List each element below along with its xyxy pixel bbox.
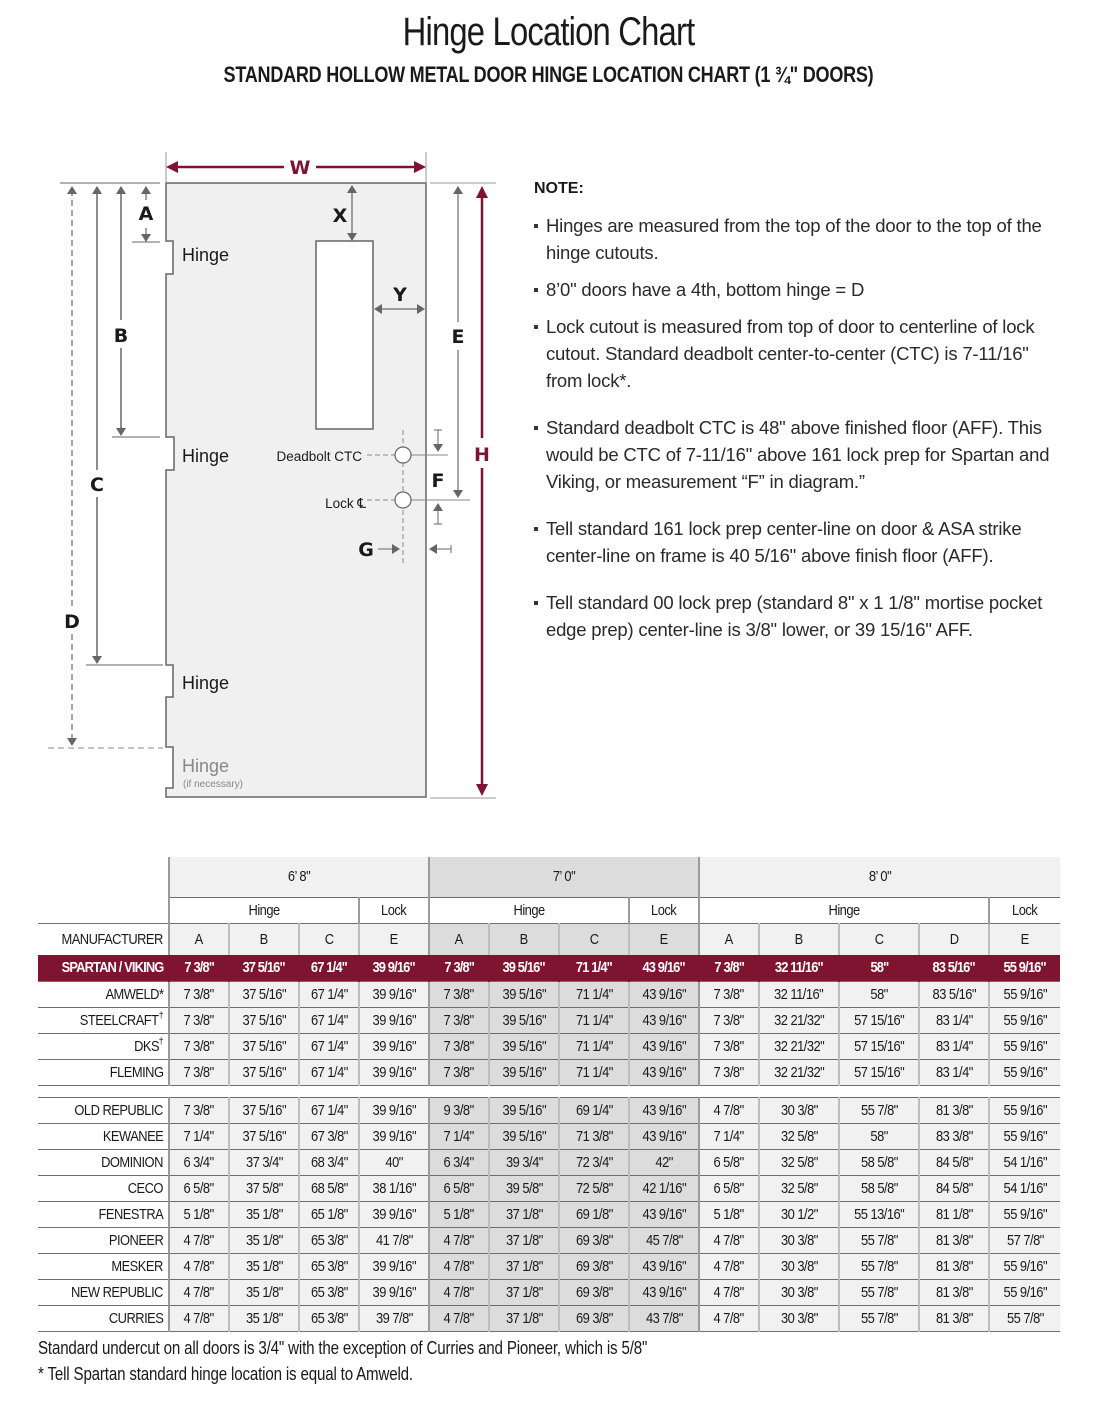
value-cell: 4 7/8" xyxy=(169,1305,229,1331)
col-header: C xyxy=(299,923,359,955)
value-cell: 7 3/8" xyxy=(699,955,759,981)
value-cell: 43 9/16" xyxy=(629,981,699,1007)
value-cell: 55 9/16" xyxy=(989,1123,1060,1149)
value-cell: 58 5/8" xyxy=(839,1149,919,1175)
dim-label-c: C xyxy=(90,474,104,496)
value-cell: 39 5/16" xyxy=(489,1059,559,1085)
value-cell: 43 9/16" xyxy=(629,1097,699,1123)
lock-circle xyxy=(395,492,411,508)
table-body-secondary xyxy=(38,1097,1060,1331)
value-cell: 7 3/8" xyxy=(429,1007,489,1033)
value-cell: 71 3/8" xyxy=(559,1123,629,1149)
value-cell: 43 9/16" xyxy=(629,955,699,981)
value-cell: 84 5/8" xyxy=(919,1175,989,1201)
value-cell: 67 1/4" xyxy=(299,1007,359,1033)
col-header: C xyxy=(839,923,919,955)
value-cell: 81 3/8" xyxy=(919,1305,989,1331)
value-cell: 43 9/16" xyxy=(629,1253,699,1279)
value-cell: 67 1/4" xyxy=(299,1033,359,1059)
table-row xyxy=(38,1279,1060,1305)
col-header: B xyxy=(759,923,839,955)
value-cell: 35 1/8" xyxy=(229,1253,299,1279)
value-cell: 69 1/4" xyxy=(559,1097,629,1123)
value-cell: 7 3/8" xyxy=(429,955,489,981)
value-cell: 7 3/8" xyxy=(429,1059,489,1085)
value-cell: 45 7/8" xyxy=(629,1227,699,1253)
value-cell: 71 1/4" xyxy=(559,1059,629,1085)
dim-label-b: B xyxy=(113,325,129,347)
value-cell: 32 21/32" xyxy=(759,1059,839,1085)
value-cell: 37 1/8" xyxy=(489,1227,559,1253)
value-cell: 7 3/8" xyxy=(429,981,489,1007)
value-cell: 32 5/8" xyxy=(759,1123,839,1149)
value-cell: 69 3/8" xyxy=(559,1279,629,1305)
value-cell: 43 7/8" xyxy=(629,1305,699,1331)
value-cell: 39 9/16" xyxy=(359,1279,429,1305)
door-outline xyxy=(166,183,426,797)
value-cell: 69 3/8" xyxy=(559,1305,629,1331)
value-cell: 55 7/8" xyxy=(839,1253,919,1279)
lock-header: Lock xyxy=(629,897,699,923)
value-cell: 67 1/4" xyxy=(299,955,359,981)
value-cell: 39 9/16" xyxy=(359,1201,429,1227)
value-cell: 69 1/8" xyxy=(559,1201,629,1227)
value-cell: 83 1/4" xyxy=(919,1059,989,1085)
table-row xyxy=(38,1305,1060,1331)
value-cell: 71 1/4" xyxy=(559,955,629,981)
value-cell: 30 3/8" xyxy=(759,1253,839,1279)
value-cell: 72 3/4" xyxy=(559,1149,629,1175)
value-cell: 30 3/8" xyxy=(759,1305,839,1331)
value-cell: 7 1/4" xyxy=(699,1123,759,1149)
value-cell: 39 5/16" xyxy=(489,955,559,981)
value-cell: 55 9/16" xyxy=(989,1097,1060,1123)
value-cell: 65 3/8" xyxy=(299,1253,359,1279)
value-cell: 83 1/4" xyxy=(919,1033,989,1059)
value-cell: 39 5/16" xyxy=(489,981,559,1007)
table-separator xyxy=(38,1085,1060,1097)
value-cell: 7 1/4" xyxy=(429,1123,489,1149)
col-header: B xyxy=(489,923,559,955)
value-cell: 55 9/16" xyxy=(989,1007,1060,1033)
value-cell: 6 5/8" xyxy=(699,1175,759,1201)
value-cell: 55 7/8" xyxy=(839,1227,919,1253)
value-cell: 55 13/16" xyxy=(839,1201,919,1227)
value-cell: 32 11/16" xyxy=(759,955,839,981)
value-cell: 7 3/8" xyxy=(169,1059,229,1085)
value-cell: 35 1/8" xyxy=(229,1227,299,1253)
value-cell: 4 7/8" xyxy=(169,1227,229,1253)
hinge-location-table xyxy=(38,857,1060,1332)
value-cell: 57 15/16" xyxy=(839,1007,919,1033)
col-header: A xyxy=(699,923,759,955)
value-cell: 55 9/16" xyxy=(989,1201,1060,1227)
value-cell: 39 9/16" xyxy=(359,1007,429,1033)
hinge-header: Hinge xyxy=(699,897,989,923)
value-cell: 67 3/8" xyxy=(299,1123,359,1149)
value-cell: 7 3/8" xyxy=(169,981,229,1007)
value-cell: 7 3/8" xyxy=(699,1007,759,1033)
value-cell: 55 9/16" xyxy=(989,1033,1060,1059)
table-row xyxy=(38,1175,1060,1201)
table-row xyxy=(38,1149,1060,1175)
value-cell: 37 1/8" xyxy=(489,1279,559,1305)
value-cell: 4 7/8" xyxy=(699,1305,759,1331)
value-cell: 81 3/8" xyxy=(919,1279,989,1305)
dim-label-g: G xyxy=(358,539,374,561)
table-row-highlighted xyxy=(38,955,1060,981)
value-cell: 39 5/16" xyxy=(489,1097,559,1123)
size-group-7-0: 7’ 0" xyxy=(429,857,699,897)
value-cell: 37 5/16" xyxy=(229,981,299,1007)
manufacturer-cell: MESKER xyxy=(38,1253,169,1279)
value-cell: 7 3/8" xyxy=(169,955,229,981)
value-cell: 4 7/8" xyxy=(429,1227,489,1253)
vision-lite-cutout xyxy=(316,241,373,429)
value-cell: 4 7/8" xyxy=(169,1279,229,1305)
value-cell: 4 7/8" xyxy=(699,1227,759,1253)
value-cell: 81 3/8" xyxy=(919,1097,989,1123)
value-cell: 32 21/32" xyxy=(759,1033,839,1059)
value-cell: 35 1/8" xyxy=(229,1305,299,1331)
value-cell: 39 5/8" xyxy=(489,1175,559,1201)
footnote-undercut: Standard undercut on all doors is 3/4" with the exception of Curries and Pioneer, which is 5/8" xyxy=(38,1338,648,1358)
value-cell: 30 3/8" xyxy=(759,1279,839,1305)
value-cell: 4 7/8" xyxy=(429,1279,489,1305)
value-cell: 81 1/8" xyxy=(919,1201,989,1227)
value-cell: 41 7/8" xyxy=(359,1227,429,1253)
table-row xyxy=(38,1007,1060,1033)
value-cell: 7 3/8" xyxy=(169,1007,229,1033)
dim-label-a: A xyxy=(138,203,154,225)
value-cell: 37 5/16" xyxy=(229,955,299,981)
value-cell: 57 7/8" xyxy=(989,1227,1060,1253)
value-cell: 37 5/16" xyxy=(229,1007,299,1033)
value-cell: 55 9/16" xyxy=(989,1279,1060,1305)
manufacturer-cell: SPARTAN / VIKING xyxy=(38,955,169,981)
lock-header: Lock xyxy=(989,897,1060,923)
value-cell: 39 5/16" xyxy=(489,1007,559,1033)
col-header: B xyxy=(229,923,299,955)
table-row xyxy=(38,1059,1060,1085)
size-group-8-0: 8’ 0" xyxy=(699,857,1060,897)
value-cell: 65 3/8" xyxy=(299,1227,359,1253)
value-cell: 72 5/8" xyxy=(559,1175,629,1201)
col-header: C xyxy=(559,923,629,955)
value-cell: 37 5/16" xyxy=(229,1059,299,1085)
value-cell: 83 1/4" xyxy=(919,1007,989,1033)
value-cell: 43 9/16" xyxy=(629,1123,699,1149)
manufacturer-cell: DOMINION xyxy=(38,1149,169,1175)
manufacturer-cell: PIONEER xyxy=(38,1227,169,1253)
table-row xyxy=(38,1253,1060,1279)
value-cell: 7 3/8" xyxy=(699,1059,759,1085)
value-cell: 58" xyxy=(839,1123,919,1149)
col-header: E xyxy=(629,923,699,955)
hinge-optional-note: (if necessary) xyxy=(183,779,244,790)
value-cell: 32 11/16" xyxy=(759,981,839,1007)
value-cell: 81 3/8" xyxy=(919,1227,989,1253)
hinge-location-table-wrap xyxy=(38,857,1060,1332)
lock-header: Lock xyxy=(359,897,429,923)
table-row xyxy=(38,1033,1060,1059)
column-header-row xyxy=(38,923,1060,955)
value-cell: 65 1/8" xyxy=(299,1201,359,1227)
value-cell: 68 5/8" xyxy=(299,1175,359,1201)
value-cell: 37 1/8" xyxy=(489,1253,559,1279)
value-cell: 65 3/8" xyxy=(299,1279,359,1305)
value-cell: 81 3/8" xyxy=(919,1253,989,1279)
hinge-label-2: Hinge xyxy=(182,446,230,466)
dim-label-e: E xyxy=(451,326,465,348)
col-header: A xyxy=(429,923,489,955)
value-cell: 67 1/4" xyxy=(299,1059,359,1085)
value-cell: 39 9/16" xyxy=(359,1253,429,1279)
value-cell: 58" xyxy=(839,981,919,1007)
note-item: Standard deadbolt CTC is 48" above finished floor (AFF). This would be CTC of 7-11/16" above 161 lock prep for Spartan and Viking, or measurement “F” in diagram.” xyxy=(534,414,1064,495)
value-cell: 4 7/8" xyxy=(429,1305,489,1331)
value-cell: 37 5/8" xyxy=(229,1175,299,1201)
value-cell: 5 1/8" xyxy=(429,1201,489,1227)
value-cell: 67 1/4" xyxy=(299,1097,359,1123)
table-row xyxy=(38,1201,1060,1227)
value-cell: 39 9/16" xyxy=(359,981,429,1007)
value-cell: 4 7/8" xyxy=(699,1097,759,1123)
hinge-header: Hinge xyxy=(169,897,359,923)
value-cell: 43 9/16" xyxy=(629,1033,699,1059)
size-group-header-row xyxy=(38,857,1060,897)
lock-centerline-label: Lock ℄ xyxy=(325,496,366,511)
manufacturer-cell: FLEMING xyxy=(38,1059,169,1085)
value-cell: 4 7/8" xyxy=(429,1253,489,1279)
dim-label-d: D xyxy=(64,611,80,633)
value-cell: 71 1/4" xyxy=(559,1033,629,1059)
note-item: Tell standard 00 lock prep (standard 8" x 1 1/8" mortise pocket edge prep) center-line is 3/8" lower, or 39 15/16" AFF. xyxy=(534,589,1064,643)
col-header: D xyxy=(919,923,989,955)
value-cell: 32 5/8" xyxy=(759,1149,839,1175)
value-cell: 39 9/16" xyxy=(359,1123,429,1149)
value-cell: 58" xyxy=(839,955,919,981)
value-cell: 55 9/16" xyxy=(989,1253,1060,1279)
notes-heading: NOTE: xyxy=(534,180,584,197)
value-cell: 37 1/8" xyxy=(489,1305,559,1331)
value-cell: 42" xyxy=(629,1149,699,1175)
value-cell: 54 1/16" xyxy=(989,1149,1060,1175)
value-cell: 9 3/8" xyxy=(429,1097,489,1123)
value-cell: 37 5/16" xyxy=(229,1097,299,1123)
manufacturer-cell: OLD REPUBLIC xyxy=(38,1097,169,1123)
value-cell: 55 7/8" xyxy=(839,1097,919,1123)
manufacturer-cell: CECO xyxy=(38,1175,169,1201)
note-item: Lock cutout is measured from top of door to centerline of lock cutout. Standard deadbolt center-to-center (CTC) is 7-11/16" from lock*. xyxy=(534,313,1064,394)
dim-label-y: Y xyxy=(393,284,407,306)
value-cell: 4 7/8" xyxy=(699,1279,759,1305)
hinge-label-1: Hinge xyxy=(182,245,230,265)
value-cell: 39 5/16" xyxy=(489,1033,559,1059)
value-cell: 39 7/8" xyxy=(359,1305,429,1331)
col-header: A xyxy=(169,923,229,955)
value-cell: 71 1/4" xyxy=(559,981,629,1007)
table-row xyxy=(38,981,1060,1007)
value-cell: 38 1/16" xyxy=(359,1175,429,1201)
value-cell: 7 1/4" xyxy=(169,1123,229,1149)
value-cell: 7 3/8" xyxy=(699,1033,759,1059)
dim-label-w: W xyxy=(289,157,311,179)
col-header: E xyxy=(359,923,429,955)
value-cell: 37 5/16" xyxy=(229,1123,299,1149)
value-cell: 32 21/32" xyxy=(759,1007,839,1033)
dim-label-f: F xyxy=(431,470,445,492)
manufacturer-cell: NEW REPUBLIC xyxy=(38,1279,169,1305)
value-cell: 30 3/8" xyxy=(759,1227,839,1253)
value-cell: 37 5/16" xyxy=(229,1033,299,1059)
footnote-mark: † xyxy=(158,1009,163,1020)
value-cell: 6 5/8" xyxy=(169,1175,229,1201)
value-cell: 55 7/8" xyxy=(839,1279,919,1305)
door-diagram xyxy=(0,140,520,820)
table-row xyxy=(38,1097,1060,1123)
value-cell: 43 9/16" xyxy=(629,1279,699,1305)
footnote-mark: † xyxy=(158,1035,163,1046)
dim-label-x: X xyxy=(332,205,348,227)
note-item: Hinges are measured from the top of the door to the top of the hinge cutouts. xyxy=(534,212,1064,266)
value-cell: 39 9/16" xyxy=(359,1059,429,1085)
dim-label-h: H xyxy=(474,444,490,466)
value-cell: 5 1/8" xyxy=(169,1201,229,1227)
value-cell: 39 3/4" xyxy=(489,1149,559,1175)
value-cell: 40" xyxy=(359,1149,429,1175)
value-cell: 55 9/16" xyxy=(989,1059,1060,1085)
value-cell: 32 5/8" xyxy=(759,1175,839,1201)
col-header: E xyxy=(989,923,1060,955)
value-cell: 35 1/8" xyxy=(229,1279,299,1305)
value-cell: 54 1/16" xyxy=(989,1175,1060,1201)
hinge-label-3: Hinge xyxy=(182,673,230,693)
value-cell: 57 15/16" xyxy=(839,1059,919,1085)
table-body-primary xyxy=(38,955,1060,1085)
hinge-lock-header-row xyxy=(38,897,1060,923)
manufacturer-header: MANUFACTURER xyxy=(38,923,169,955)
value-cell: 69 3/8" xyxy=(559,1227,629,1253)
page-subtitle: STANDARD HOLLOW METAL DOOR HINGE LOCATION CHART (1 ¾" DOORS) xyxy=(223,62,874,87)
value-cell: 65 3/8" xyxy=(299,1305,359,1331)
note-item: 8’0" doors have a 4th, bottom hinge = D xyxy=(534,276,1064,303)
manufacturer-cell: KEWANEE xyxy=(38,1123,169,1149)
value-cell: 7 3/8" xyxy=(699,981,759,1007)
value-cell: 5 1/8" xyxy=(699,1201,759,1227)
value-cell: 67 1/4" xyxy=(299,981,359,1007)
value-cell: 71 1/4" xyxy=(559,1007,629,1033)
value-cell: 55 7/8" xyxy=(989,1305,1060,1331)
value-cell: 57 15/16" xyxy=(839,1033,919,1059)
deadbolt-circle xyxy=(395,447,411,463)
value-cell: 69 3/8" xyxy=(559,1253,629,1279)
value-cell: 43 9/16" xyxy=(629,1201,699,1227)
value-cell: 6 3/4" xyxy=(169,1149,229,1175)
value-cell: 7 3/8" xyxy=(169,1097,229,1123)
value-cell: 37 1/8" xyxy=(489,1201,559,1227)
value-cell: 30 3/8" xyxy=(759,1097,839,1123)
table-row xyxy=(38,1123,1060,1149)
value-cell: 42 1/16" xyxy=(629,1175,699,1201)
notes-panel xyxy=(534,180,1064,643)
value-cell: 55 9/16" xyxy=(989,955,1060,981)
value-cell: 6 5/8" xyxy=(699,1149,759,1175)
value-cell: 58 5/8" xyxy=(839,1175,919,1201)
page-title: Hinge Location Chart xyxy=(402,10,695,54)
value-cell: 7 3/8" xyxy=(429,1033,489,1059)
value-cell: 35 1/8" xyxy=(229,1201,299,1227)
value-cell: 30 1/2" xyxy=(759,1201,839,1227)
value-cell: 84 5/8" xyxy=(919,1149,989,1175)
manufacturer-cell: FENESTRA xyxy=(38,1201,169,1227)
value-cell: 39 5/16" xyxy=(489,1123,559,1149)
value-cell: 37 3/4" xyxy=(229,1149,299,1175)
manufacturer-cell: CURRIES xyxy=(38,1305,169,1331)
value-cell: 55 9/16" xyxy=(989,981,1060,1007)
value-cell: 6 5/8" xyxy=(429,1175,489,1201)
table-row xyxy=(38,1227,1060,1253)
value-cell: 43 9/16" xyxy=(629,1059,699,1085)
value-cell: 6 3/4" xyxy=(429,1149,489,1175)
hinge-label-4: Hinge xyxy=(182,756,230,776)
value-cell: 7 3/8" xyxy=(169,1033,229,1059)
value-cell: 43 9/16" xyxy=(629,1007,699,1033)
manufacturer-cell: STEELCRAFT† xyxy=(38,1007,169,1033)
size-group-6-8: 6’ 8" xyxy=(169,857,429,897)
value-cell: 4 7/8" xyxy=(169,1253,229,1279)
manufacturer-cell: AMWELD* xyxy=(38,981,169,1007)
footnote-spartan: * Tell Spartan standard hinge location is equal to Amweld. xyxy=(38,1364,413,1384)
value-cell: 68 3/4" xyxy=(299,1149,359,1175)
manufacturer-cell: DKS† xyxy=(38,1033,169,1059)
value-cell: 83 5/16" xyxy=(919,981,989,1007)
value-cell: 39 9/16" xyxy=(359,1033,429,1059)
value-cell: 83 3/8" xyxy=(919,1123,989,1149)
hinge-header: Hinge xyxy=(429,897,629,923)
deadbolt-label: Deadbolt CTC xyxy=(276,449,362,464)
note-item: Tell standard 161 lock prep center-line on door & ASA strike center-line on frame is 40 5/16" above finish floor (AFF). xyxy=(534,515,1064,569)
value-cell: 4 7/8" xyxy=(699,1253,759,1279)
value-cell: 83 5/16" xyxy=(919,955,989,981)
value-cell: 39 9/16" xyxy=(359,1097,429,1123)
value-cell: 39 9/16" xyxy=(359,955,429,981)
value-cell: 55 7/8" xyxy=(839,1305,919,1331)
